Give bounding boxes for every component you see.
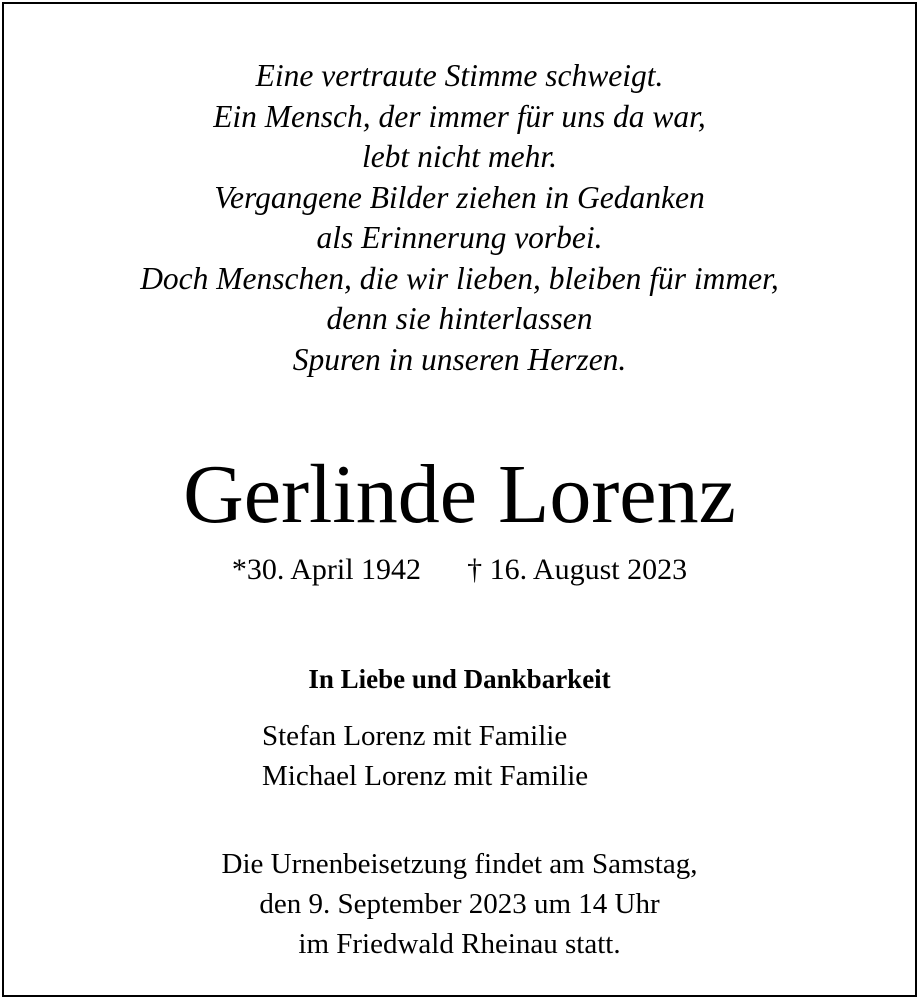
- mourner: Stefan Lorenz mit Familie: [262, 720, 568, 752]
- deceased-name: Gerlinde Lorenz: [183, 448, 736, 541]
- funeral-line: im Friedwald Rheinau statt.: [298, 928, 621, 960]
- funeral-line: den 9. September 2023 um 14 Uhr: [259, 888, 660, 920]
- mourners-list: [262, 716, 588, 796]
- life-dates: [0, 548, 919, 592]
- poem: [0, 56, 919, 380]
- birth-date: *30. April 1942: [231, 553, 422, 586]
- mourner: Michael Lorenz mit Familie: [262, 760, 589, 792]
- poem-line: Eine vertraute Stimme schweigt.: [255, 58, 664, 93]
- poem-line: Vergangene Bilder ziehen in Gedanken: [214, 179, 705, 215]
- poem-line: Ein Mensch, der immer für uns da war,: [213, 98, 706, 134]
- poem-line: lebt nicht mehr.: [361, 139, 558, 174]
- funeral-line: Die Urnenbeisetzung findet am Samstag,: [221, 848, 698, 880]
- poem-line: Spuren in unseren Herzen.: [292, 341, 627, 377]
- funeral-notice: [0, 844, 919, 964]
- poem-line: denn sie hinterlassen: [326, 301, 593, 336]
- poem-line: als Erinnerung vorbei.: [316, 220, 603, 255]
- poem-line: Doch Menschen, die wir lieben, bleiben für immer,: [140, 260, 779, 296]
- dedication: In Liebe und Dankbarkeit: [308, 664, 611, 694]
- death-date: † 16. August 2023: [467, 553, 688, 586]
